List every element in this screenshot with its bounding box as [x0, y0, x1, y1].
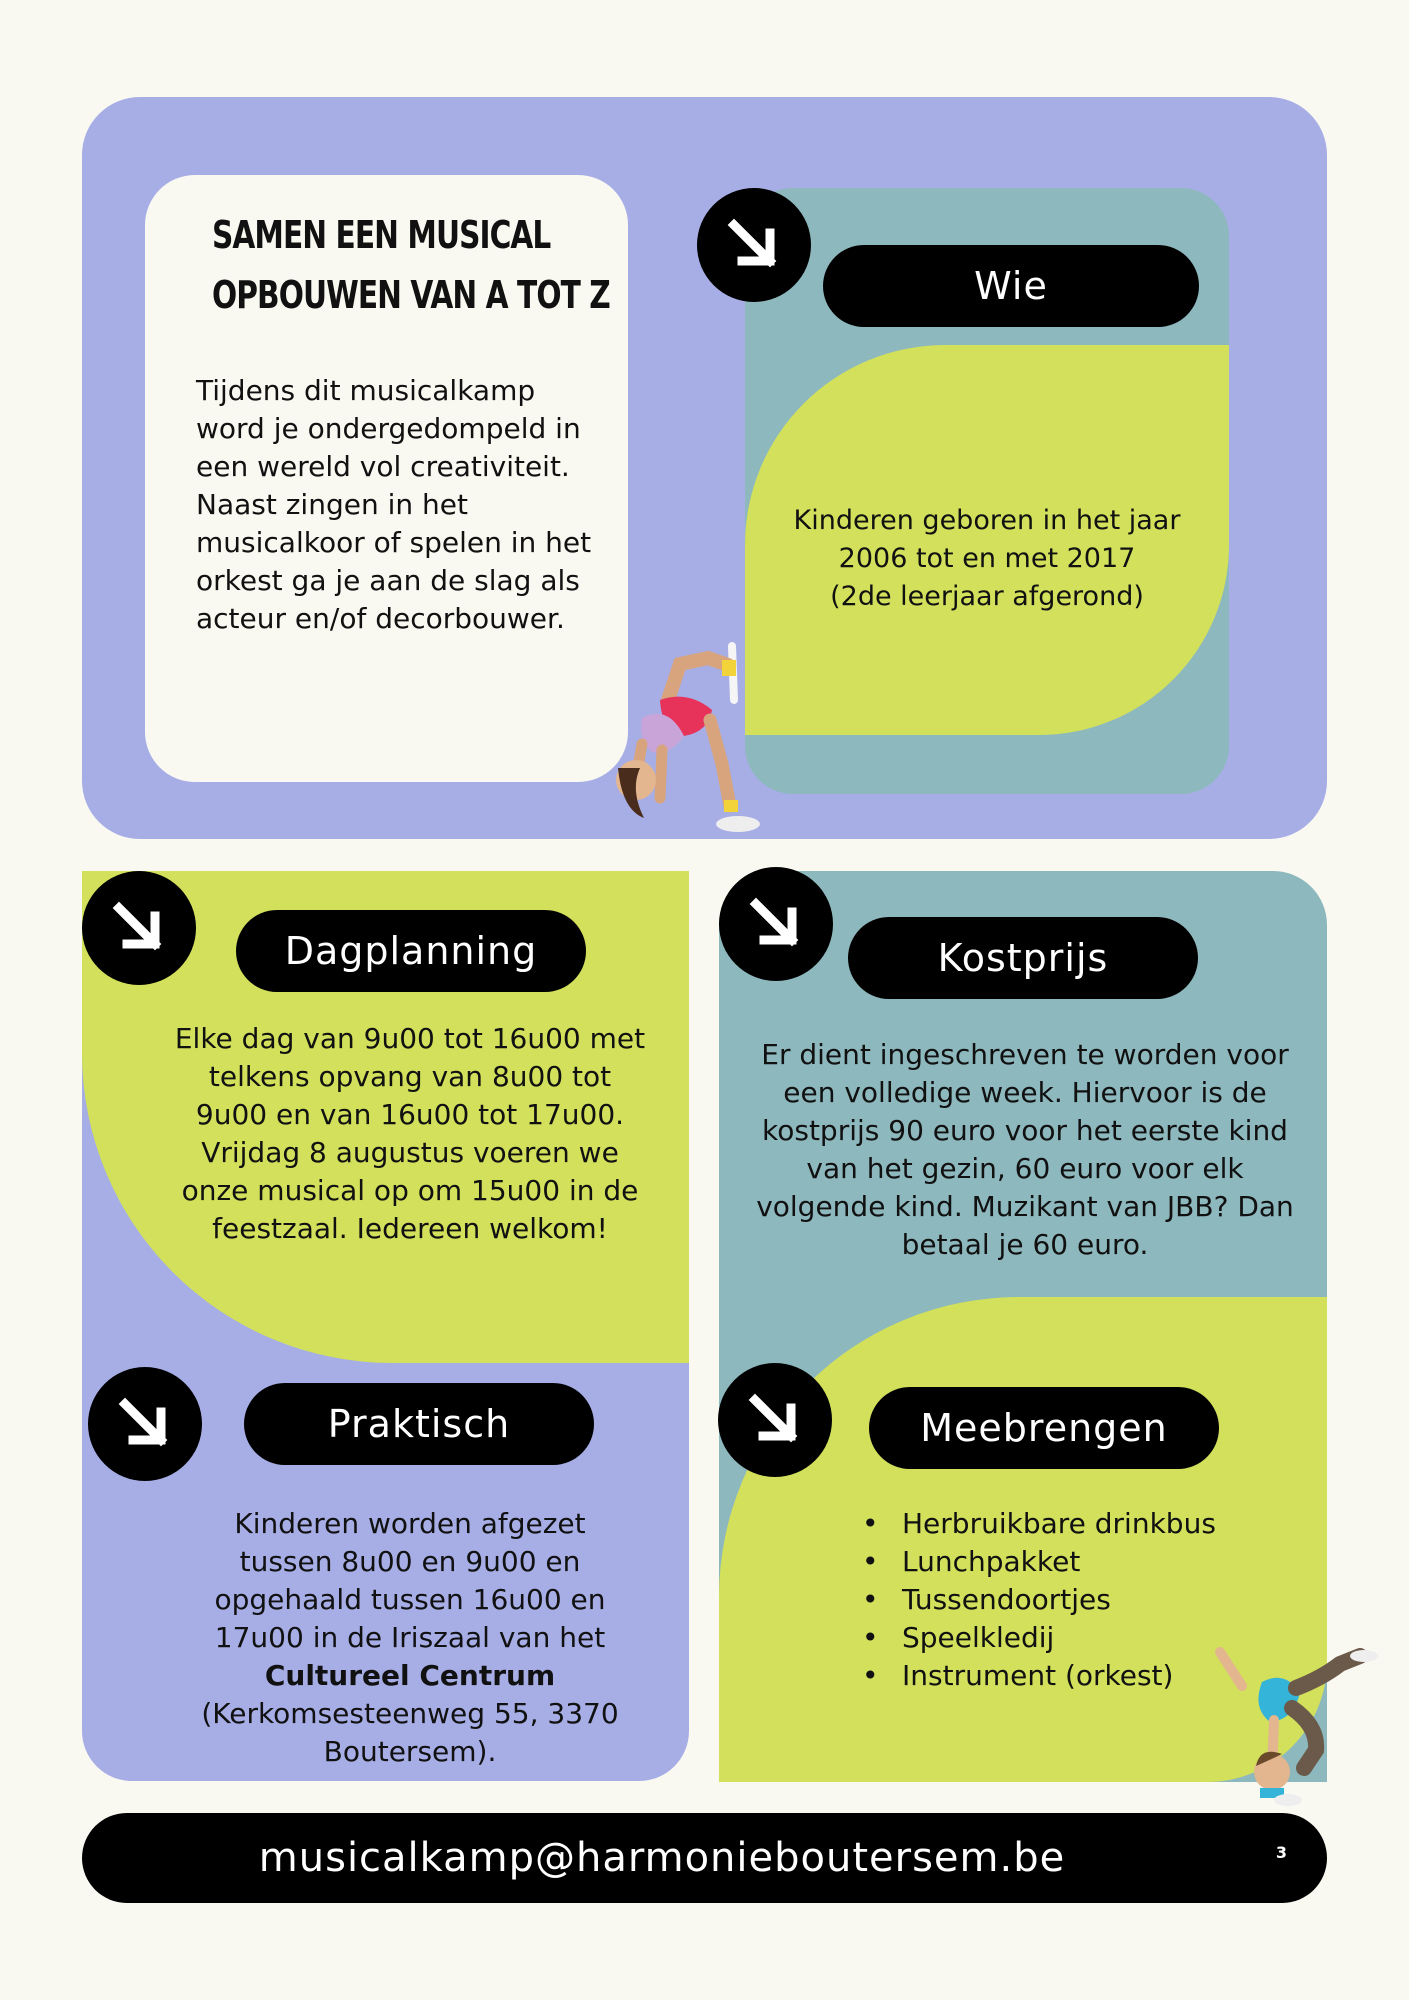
- praktisch-text-bold: Cultureel Centrum: [264, 1659, 556, 1692]
- dagplanning-text-2: Vrijdag 8 augustus voeren we onze musical op om 15u00 in de feestzaal. Iedereen welkom!: [181, 1136, 639, 1245]
- list-item: • Herbruikbare drinkbus: [902, 1505, 1216, 1543]
- dancer-girl-figure: [600, 640, 770, 840]
- wie-line2: 2006 tot en met 2017: [838, 543, 1136, 574]
- list-item: • Lunchpakket: [902, 1543, 1216, 1581]
- wie-label-text: Wie: [974, 264, 1048, 308]
- arrow-down-right-icon: [719, 867, 833, 981]
- footer-email[interactable]: musicalkamp@harmonieboutersem.be: [258, 1835, 1066, 1881]
- list-item: • Tussendoortjes: [902, 1581, 1216, 1619]
- arrow-down-right-icon: [697, 188, 811, 302]
- dagplanning-label-text: Dagplanning: [284, 929, 538, 973]
- kostprijs-text: Er dient ingeschreven te worden voor een volledige week. Hiervoor is de kostprijs 90 euro voor het eerste kind van het gezin, 60 euro voor elk volgende kind. Muzikant van JBB? Dan betaal je 60 euro.: [756, 1038, 1294, 1261]
- arrow-down-right-icon: [88, 1367, 202, 1481]
- dagplanning-text-1: Elke dag van 9u00 tot 16u00 met telkens opvang van 8u00 tot 9u00 en van 16u00 tot 17u00.: [174, 1022, 646, 1131]
- dagplanning-label: [236, 910, 586, 992]
- kostprijs-label: [848, 917, 1198, 999]
- intro-title-line1: SAMEN EEN MUSICAL: [212, 213, 551, 257]
- praktisch-text-after: (Kerkomsesteenweg 55, 3370 Boutersem).: [201, 1697, 619, 1768]
- footer-bar: [82, 1813, 1327, 1903]
- dagplanning-text: [170, 1020, 650, 1248]
- list-item: • Speelkledij: [902, 1619, 1216, 1657]
- list-item: • Instrument (orkest): [902, 1657, 1216, 1695]
- praktisch-label-text: Praktisch: [327, 1402, 511, 1446]
- wie-label: [823, 245, 1199, 327]
- meebrengen-label: [869, 1387, 1219, 1469]
- praktisch-text-before: Kinderen worden afgezet tussen 8u00 en 9u00 en opgehaald tussen 16u00 en 17u00 in de Iriszaal van het: [214, 1507, 606, 1654]
- intro-title: [212, 205, 618, 325]
- intro-title-line2: OPBOUWEN VAN A TOT Z: [212, 273, 610, 317]
- page-number: 3: [1275, 1843, 1287, 1862]
- kostprijs-label-text: Kostprijs: [937, 936, 1109, 980]
- praktisch-text: [185, 1505, 635, 1771]
- meebrengen-label-text: Meebrengen: [920, 1406, 1168, 1450]
- meebrengen-list: [862, 1505, 1216, 1695]
- wie-line1: Kinderen geboren in het jaar: [793, 505, 1181, 536]
- dancer-boy-figure: [1200, 1642, 1380, 1812]
- intro-text: Tijdens dit musicalkamp word je ondergedompeld in een wereld vol creativiteit. Naast zingen in het musicalkoor of spelen in het orkest ga je aan de slag als acteur en/of decorbouwer.: [196, 374, 592, 635]
- praktisch-label: [244, 1383, 594, 1465]
- wie-line3: (2de leerjaar afgerond): [830, 581, 1144, 612]
- wie-text: [750, 502, 1224, 616]
- arrow-down-right-icon: [718, 1363, 832, 1477]
- arrow-down-right-icon: [82, 871, 196, 985]
